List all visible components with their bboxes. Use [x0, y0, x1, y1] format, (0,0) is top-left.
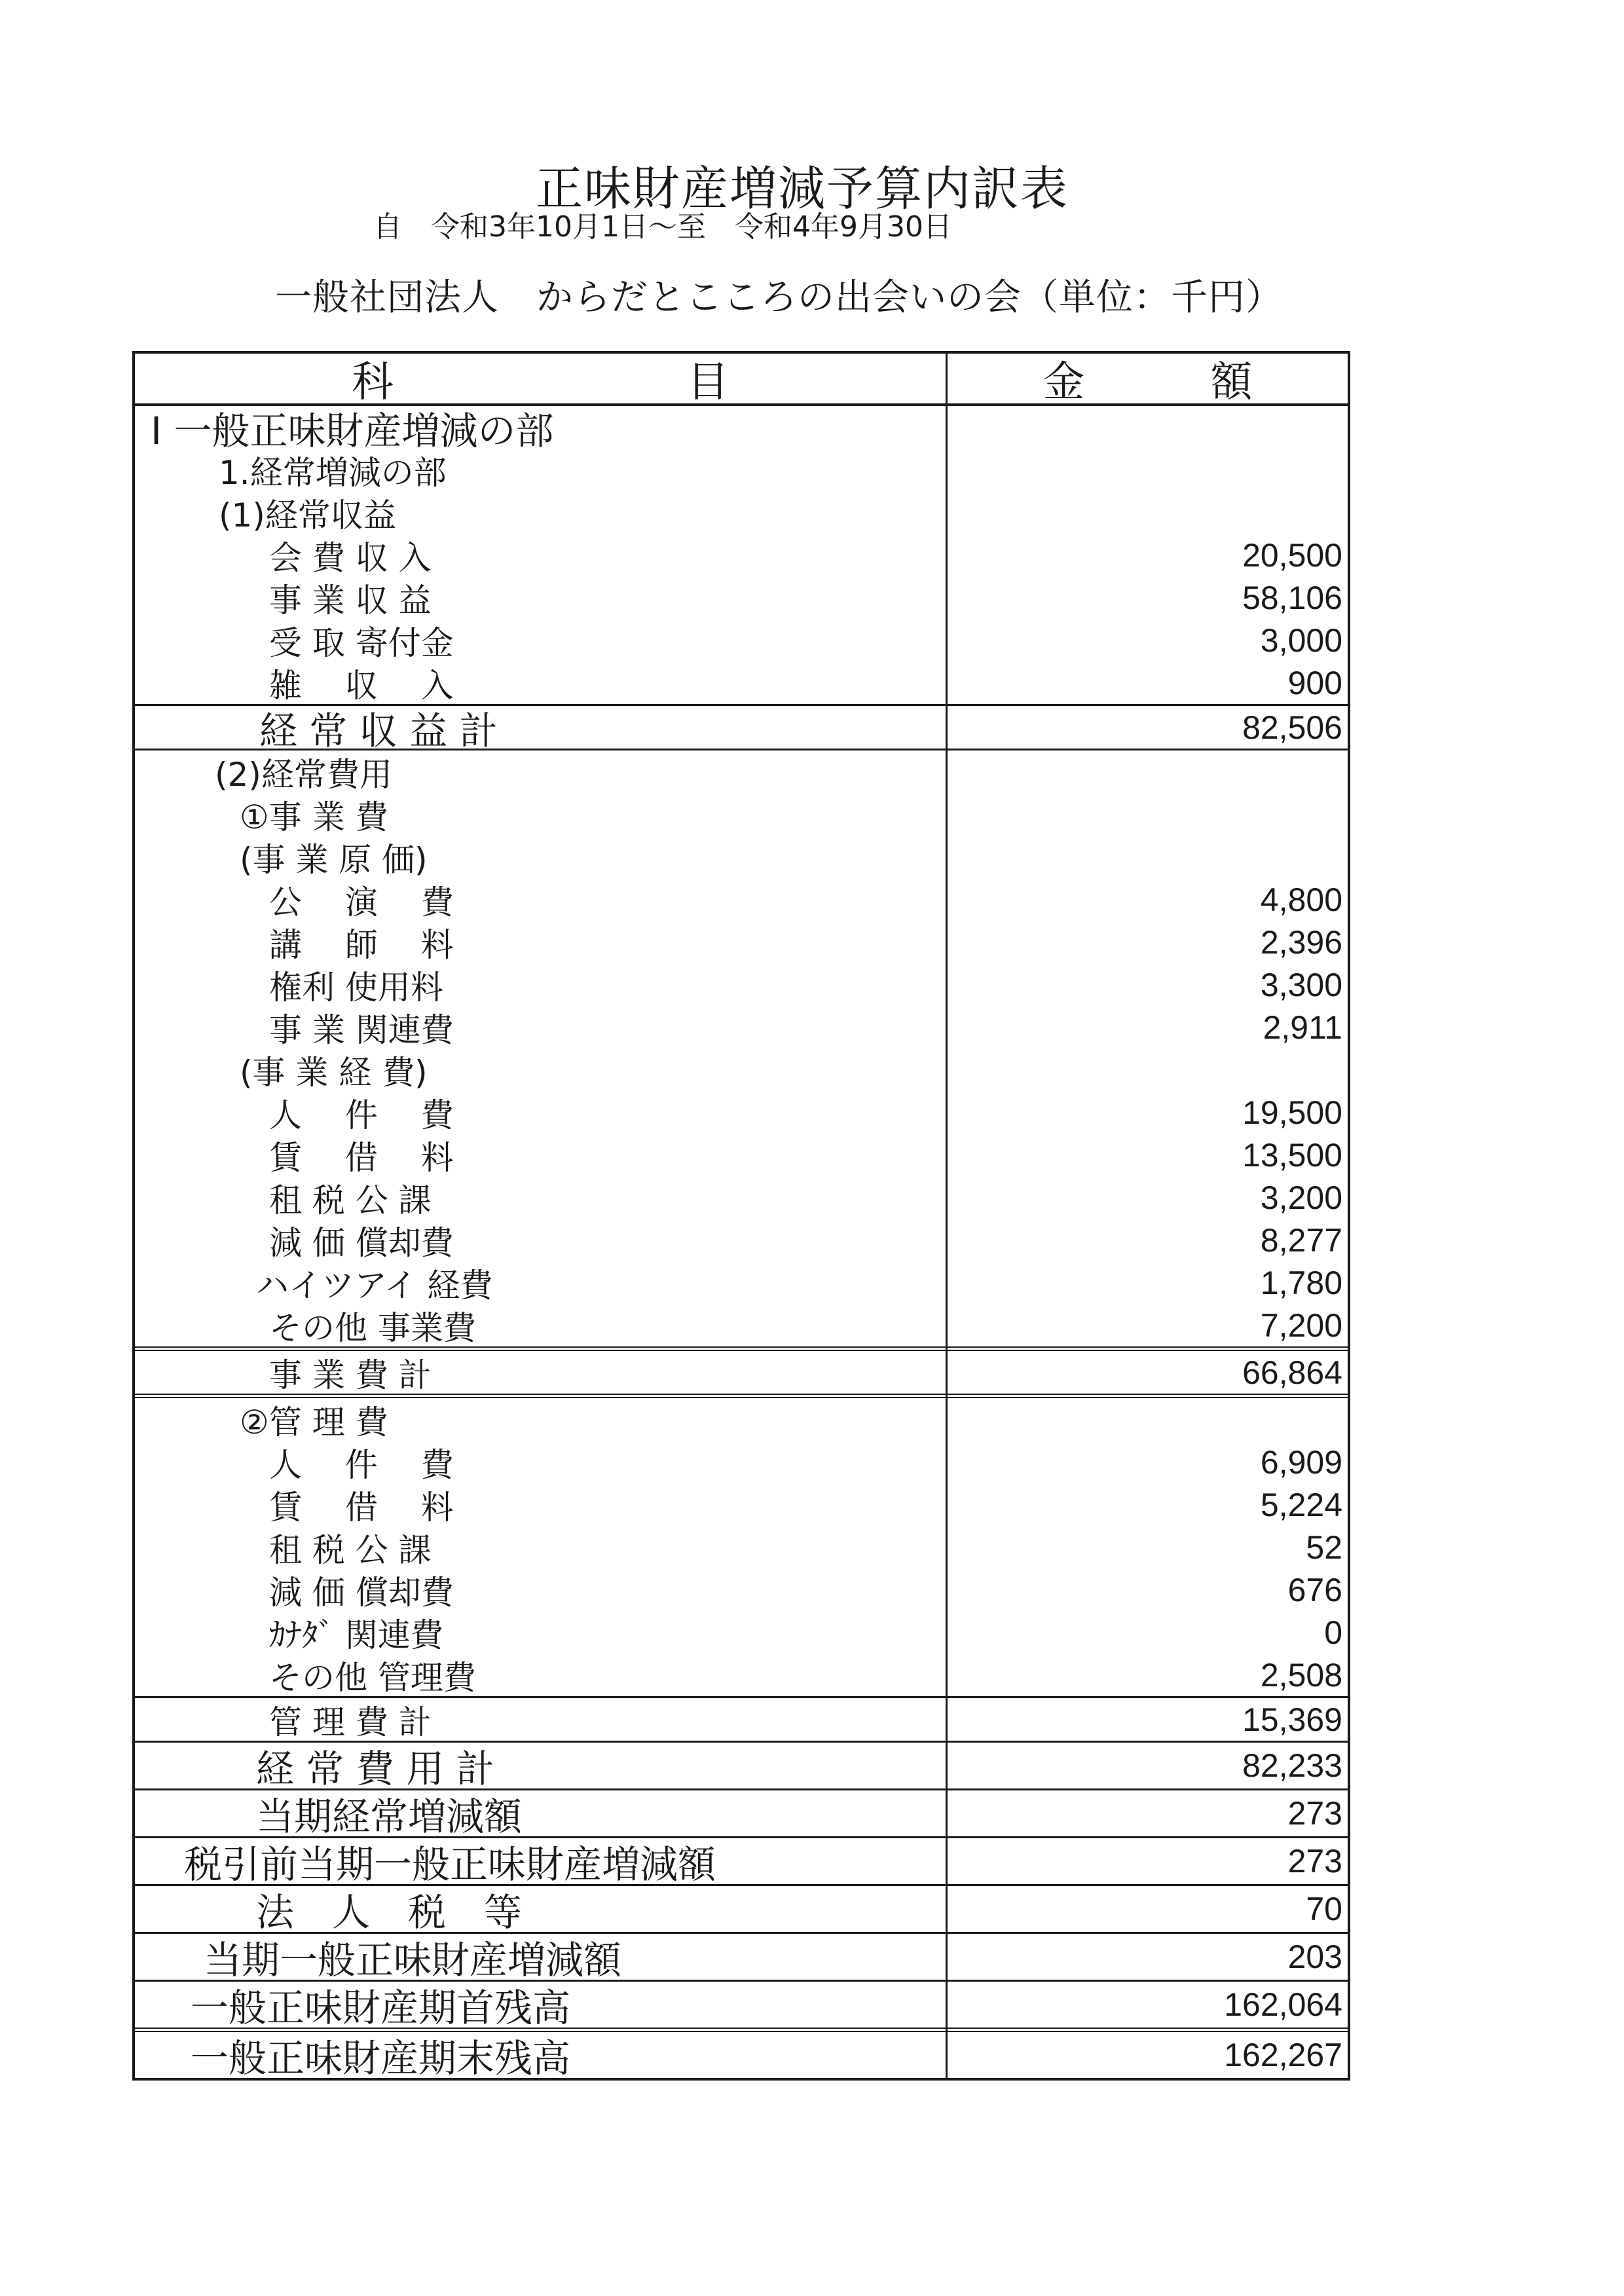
- row-amount: 82,233: [1242, 1747, 1342, 1784]
- row-amount: 4,800: [1260, 881, 1342, 918]
- row-label: 当期一般正味財産増減額: [204, 1938, 622, 1980]
- row-amount: 273: [1287, 1795, 1342, 1832]
- row-label: Ⅰ 一般正味財産増減の部: [151, 408, 554, 449]
- organization-unit: 一般社団法人 からだとこころの出会いの会（単位：千円）: [275, 276, 1283, 319]
- row-label: その他 事業費: [269, 1308, 476, 1346]
- subtotal-row: [135, 704, 1348, 749]
- row-amount: 8,277: [1260, 1221, 1342, 1259]
- row-amount: 15,369: [1242, 1701, 1342, 1738]
- row-amount: 66,864: [1242, 1354, 1342, 1391]
- row-amount: [948, 750, 1342, 793]
- table-row: [135, 749, 1348, 793]
- row-amount: [948, 1048, 1342, 1091]
- row-amount: 900: [1287, 664, 1342, 701]
- row-label: 法 人 税 等: [256, 1890, 523, 1932]
- row-amount: 6,909: [1260, 1443, 1342, 1481]
- row-amount: 3,000: [1260, 621, 1342, 659]
- subtotal-row: [135, 1346, 1348, 1394]
- row-label: ①事 業 費: [240, 798, 388, 836]
- row-label: 租 税 公 課: [269, 1530, 432, 1568]
- table-row: [135, 491, 1348, 534]
- row-amount: 70: [1306, 1891, 1342, 1927]
- table-row: [135, 1654, 1348, 1696]
- row-amount: [948, 449, 1342, 491]
- row-amount: [948, 793, 1342, 836]
- subtotal-row: [135, 1696, 1348, 1741]
- row-amount: 3,300: [1260, 966, 1342, 1003]
- row-amount: 5,224: [1260, 1486, 1342, 1523]
- table-row: [135, 1568, 1348, 1611]
- row-label: (1)経常収益: [219, 496, 396, 534]
- table-row: [135, 1611, 1348, 1654]
- row-label: 減 価 償却費: [269, 1223, 454, 1261]
- table-row: [135, 619, 1348, 661]
- row-label: 一般正味財産期首残高: [191, 1986, 571, 2028]
- table-row: [135, 1219, 1348, 1261]
- row-label: その他 管理費: [269, 1658, 476, 1696]
- row-amount: 676: [1287, 1571, 1342, 1608]
- table-row: [135, 576, 1348, 619]
- row-label: 雑 収 入: [269, 666, 454, 704]
- row-amount: 273: [1287, 1843, 1342, 1879]
- row-label: 一般正味財産期末残高: [191, 2036, 571, 2078]
- row-label: 賃 借 料: [269, 1138, 454, 1176]
- table-row: [135, 1304, 1348, 1346]
- row-label: 事 業 費 計: [269, 1356, 432, 1394]
- row-amount: 162,064: [1224, 1986, 1342, 2023]
- header-subject: 科 目: [352, 358, 729, 403]
- row-amount: 3,200: [1260, 1179, 1342, 1216]
- table-row: [135, 1483, 1348, 1526]
- table-row: [135, 1394, 1348, 1441]
- budget-table: [132, 351, 1350, 2081]
- table-row: [135, 534, 1348, 576]
- row-label: 事 業 関連費: [269, 1010, 454, 1048]
- row-amount: 19,500: [1242, 1094, 1342, 1131]
- table-row: [135, 1048, 1348, 1091]
- table-row: [135, 406, 1348, 449]
- table-row: [135, 1526, 1348, 1568]
- row-amount: 2,508: [1260, 1656, 1342, 1694]
- row-label: ハイツアイ 経費: [256, 1266, 493, 1304]
- row-amount: 2,911: [1263, 1009, 1342, 1046]
- row-label: 人 件 費: [269, 1096, 454, 1134]
- row-amount: 7,200: [1260, 1306, 1342, 1344]
- row-label: ②管 理 費: [240, 1403, 388, 1441]
- row-amount: 0: [1324, 1614, 1342, 1651]
- row-label: 当期経常増減額: [256, 1794, 523, 1836]
- row-amount: 13,500: [1242, 1136, 1342, 1174]
- row-amount: 162,267: [1224, 2037, 1342, 2073]
- table-row: [135, 1441, 1348, 1483]
- row-amount: 52: [1306, 1528, 1342, 1566]
- row-label: 税引前当期一般正味財産増減額: [184, 1842, 716, 1884]
- total-row: [135, 1884, 1348, 1932]
- row-amount: [948, 836, 1342, 878]
- row-label: 人 件 費: [269, 1445, 454, 1483]
- row-label: 管 理 費 計: [269, 1703, 432, 1741]
- total-row: [135, 2028, 1348, 2078]
- row-label: 会 費 収 入: [269, 538, 432, 576]
- row-label: 租 税 公 課: [269, 1181, 432, 1219]
- row-label: (事 業 経 費): [240, 1053, 428, 1091]
- table-header: [135, 354, 1348, 406]
- row-label: 受 取 寄付金: [269, 623, 454, 661]
- period-range: 自 令和3年10月1日～至 令和4年9月30日: [373, 210, 952, 244]
- row-label: (2)経常費用: [215, 755, 392, 793]
- row-label: 事 業 収 益: [269, 581, 432, 619]
- row-amount: [948, 491, 1342, 534]
- row-amount: 20,500: [1242, 536, 1342, 574]
- row-amount: 203: [1287, 1938, 1342, 1975]
- table-row: [135, 1261, 1348, 1304]
- table-row: [135, 449, 1348, 491]
- row-amount: 1,780: [1260, 1264, 1342, 1301]
- total-row: [135, 1980, 1348, 2028]
- row-amount: [948, 1398, 1342, 1441]
- row-label: 賃 借 料: [269, 1488, 454, 1526]
- row-label: ｶﾅﾀﾞ 関連費: [269, 1616, 443, 1654]
- header-amount: 金 額: [1043, 358, 1253, 405]
- row-amount: 82,506: [1242, 709, 1342, 746]
- total-row: [135, 1836, 1348, 1884]
- row-label: 1.経常増減の部: [219, 453, 447, 491]
- row-label: 経 常 費 用 計: [256, 1747, 494, 1788]
- row-label: (事 業 原 価): [240, 840, 428, 878]
- total-row: [135, 1932, 1348, 1980]
- table-row: [135, 1091, 1348, 1134]
- table-row: [135, 661, 1348, 704]
- document-title: 正味財産増減予算内訳表: [535, 161, 1069, 216]
- row-label: 権利 使用料: [269, 968, 443, 1006]
- table-row: [135, 921, 1348, 963]
- table-row: [135, 878, 1348, 921]
- table-row: [135, 1134, 1348, 1176]
- row-amount: 2,396: [1260, 923, 1342, 961]
- total-row: [135, 1788, 1348, 1836]
- row-amount: 58,106: [1242, 579, 1342, 616]
- table-row: [135, 1176, 1348, 1219]
- row-label: 講 師 料: [269, 925, 454, 963]
- table-row: [135, 793, 1348, 836]
- table-row: [135, 963, 1348, 1006]
- row-label: 減 価 償却費: [269, 1573, 454, 1611]
- row-amount: [948, 406, 1342, 449]
- row-label: 公 演 費: [269, 883, 454, 921]
- table-row: [135, 836, 1348, 878]
- total-row: [135, 1741, 1348, 1788]
- table-row: [135, 1006, 1348, 1048]
- row-label: 経 常 収 益 計: [259, 708, 498, 749]
